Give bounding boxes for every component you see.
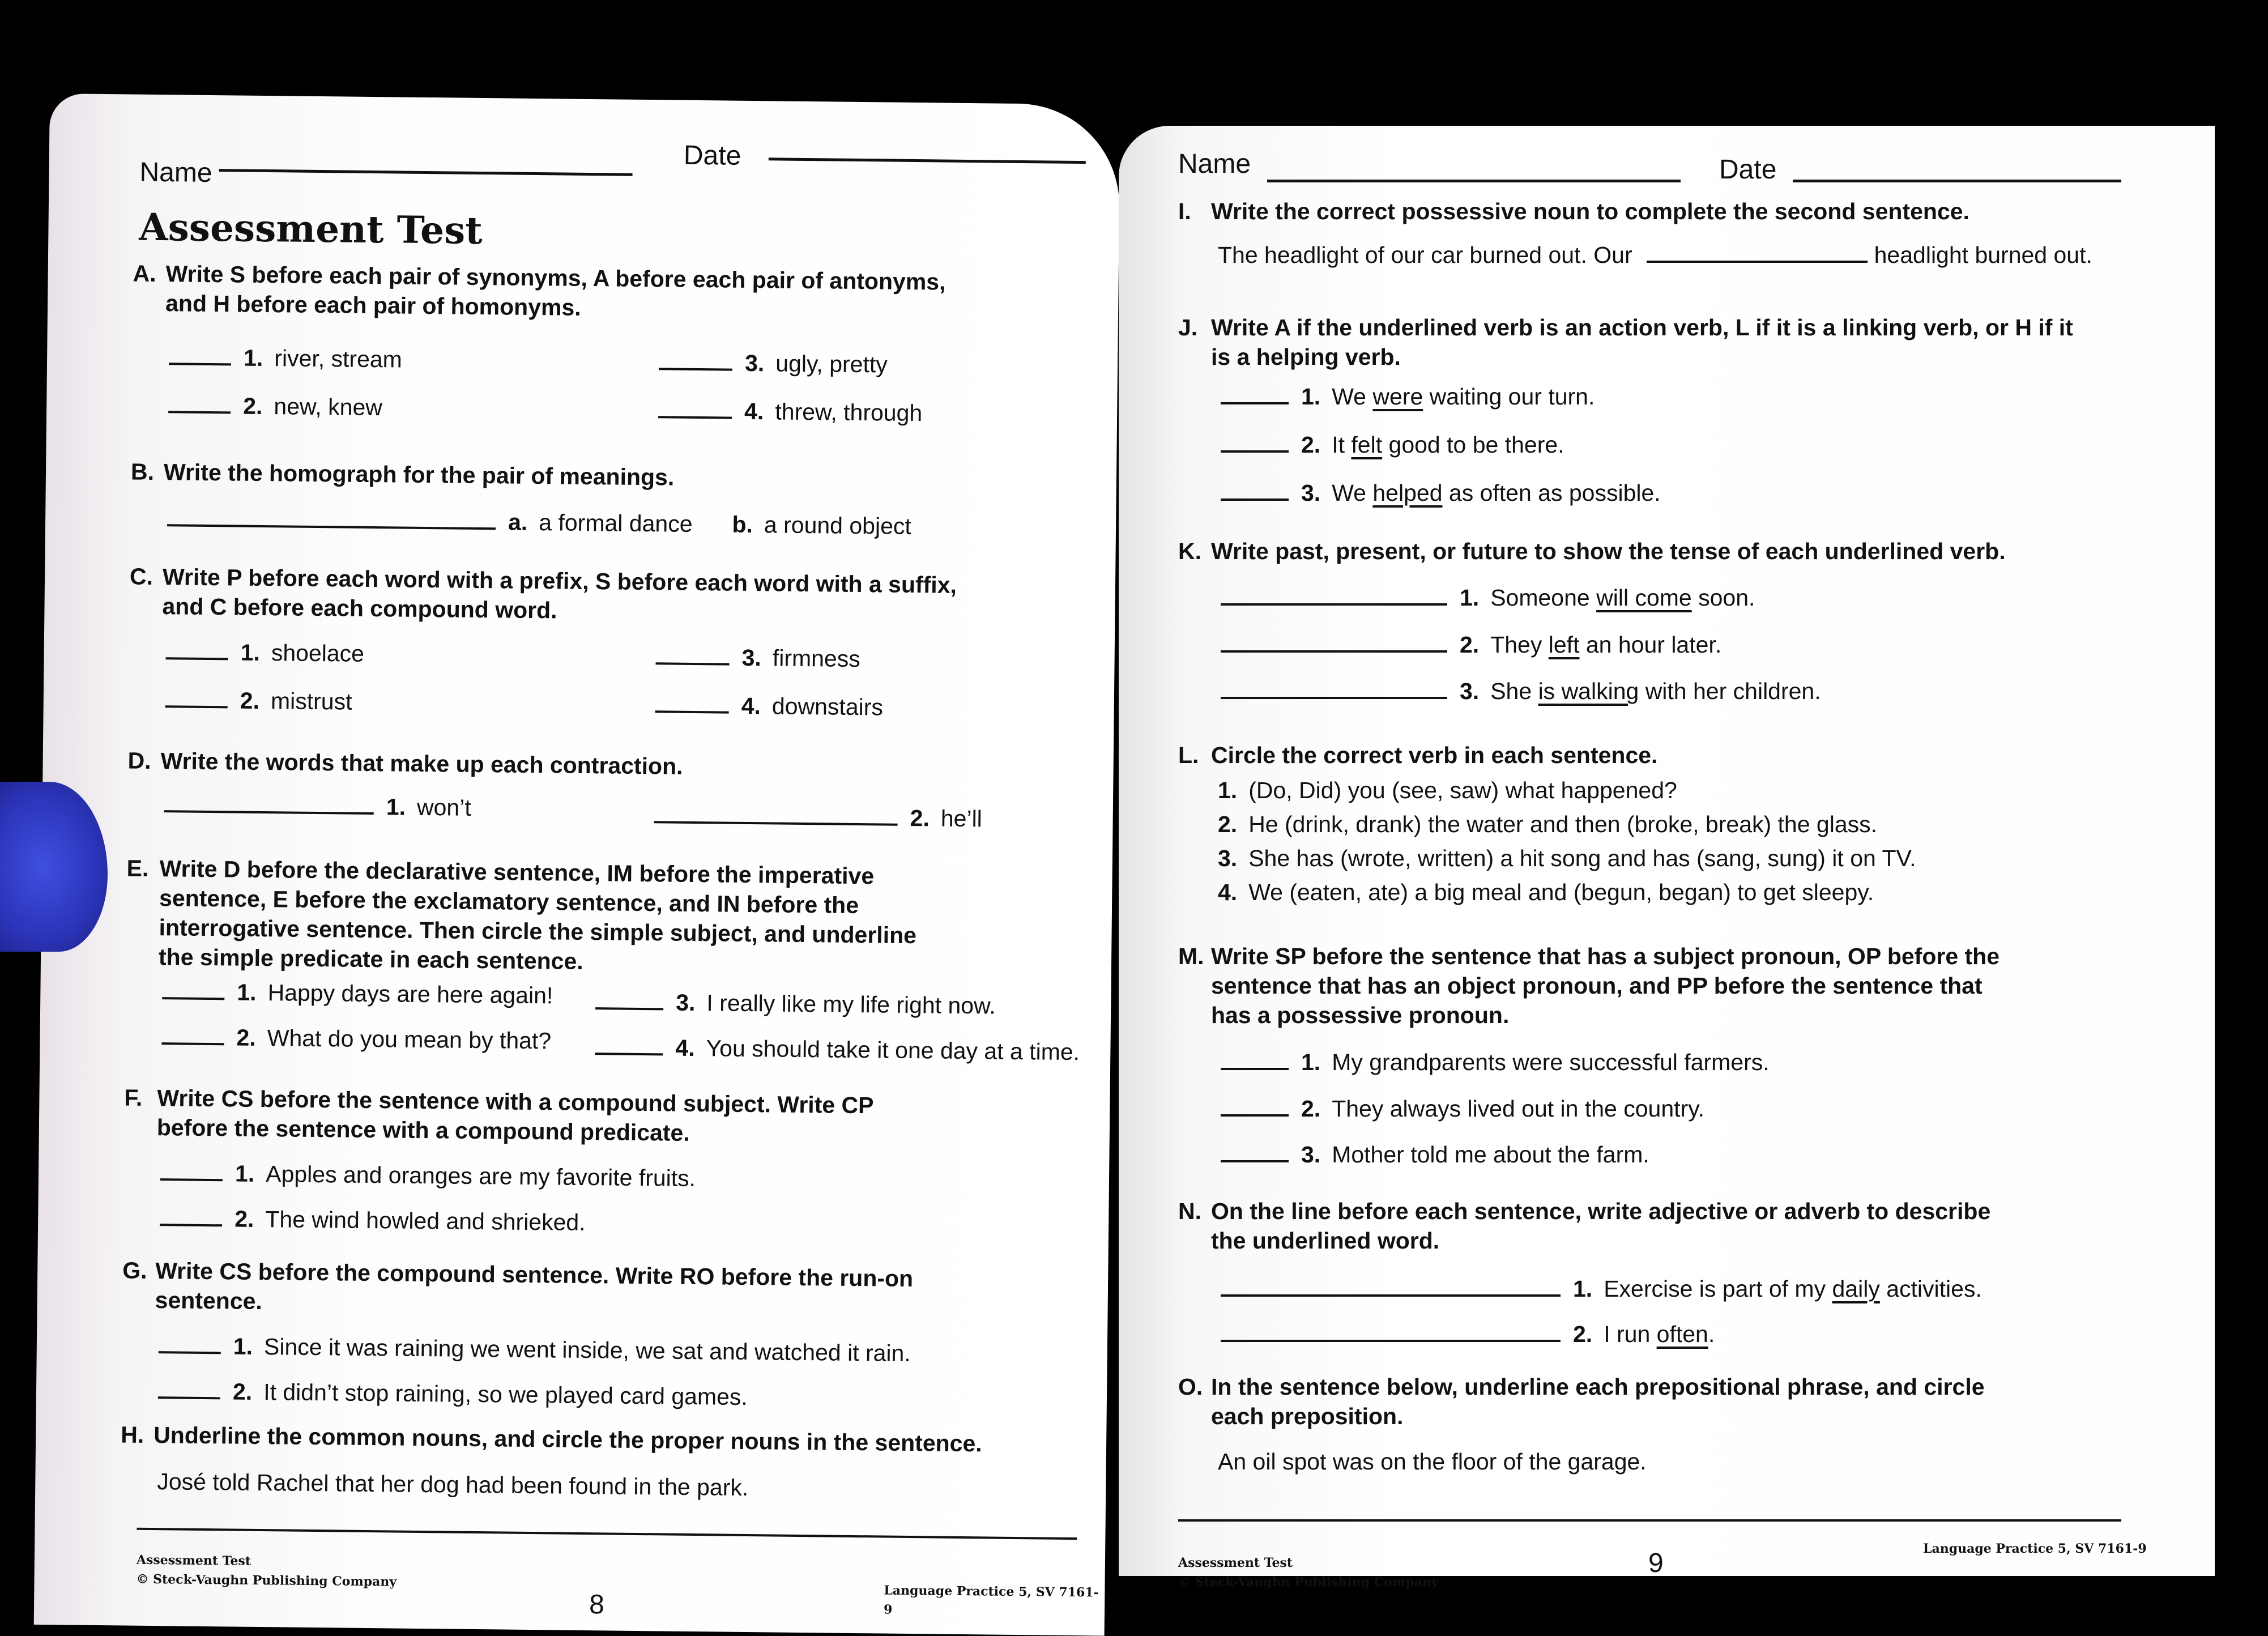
section-n: N. On the line before each sentence, write adjective or adverb to describe the underlined word.: [1178, 1198, 1991, 1254]
left-page: Name Date Assessment Test A. Write S before each pair of synonyms, A before each pair of antonyms, and H before each pair of homonyms. 1. river, stream 2. new, knew 3. ugly, pretty 4. threw, through B. Write the homograph for the pair of meanings. a. a formal dance b. a round object C. Write P before each word with a prefix, S before each word with a suffix, and C before each compound word. 1. shoelace 2. mistrust 3. firmness 4. downstairs D. Write the words that make up each contraction. 1. won’t 2. he’ll E. Write D before the declarative sentence, IM before the imperative sentence, E before the exclamatory sentence, and IN before the interrogative sentence. Then circle the simple subject, and underline the simple predicate in each sentence. 1. Happy days are here again! 2. What do you mean by that? 3. I really like my life right now. 4. You should take it one day at a time. F. Write CS before the sentence with a compound subject. Write CP before the sentence with a compound predicate. 1. Apples and oranges are my favorite fruits. 2. The wind howled and shrieked. G. Write CS before the compound sentence. Write RO before the run-on sentence. 1. Since it was raining we went inside, we sat and watched it rain. 2. It didn’t stop raining, so we played card games. H. Underline the common nouns, and circle the proper nouns in the sentence. José told Rachel that her dog had been found in the park. Assessment Test © Steck-Vaughn Publishing Company 8 Language Practice 5, SV 7161-9: [34, 93, 1120, 1636]
answer-blank[interactable]: [1221, 697, 1447, 699]
name-field[interactable]: [1267, 180, 1681, 182]
answer-blank[interactable]: [1221, 1340, 1561, 1342]
section-e: E. Write D before the declarative sentence, IM before the imperative sentence, E before the exclamatory sentence, and IN before the interrogative sentence. Then circle the simple subject, and underline the simple predicate in each sentence.: [126, 855, 917, 974]
footer-book: Language Practice 5, SV 7161-9: [883, 1583, 1099, 1617]
section-a: A. Write S before each pair of synonyms, A before each pair of antonyms, and H before each pair of homonyms.: [133, 259, 983, 327]
section-h: H. Underline the common nouns, and circle the proper nouns in the sentence.: [120, 1421, 982, 1457]
answer-blank[interactable]: [160, 1178, 223, 1181]
answer-blank[interactable]: [168, 411, 231, 414]
answer-blank[interactable]: [656, 662, 730, 665]
section-l: L. Circle the correct verb in each sentence.: [1178, 742, 1658, 768]
page-title: Assessment Test: [139, 204, 483, 253]
answer-blank[interactable]: [159, 1351, 221, 1354]
date-field[interactable]: [769, 157, 1086, 164]
footer-left: Assessment Test © Steck-Vaughn Publishing Company: [1178, 1556, 1439, 1590]
name-field[interactable]: [219, 169, 633, 176]
answer-blank[interactable]: [164, 810, 374, 815]
page-number: 8: [589, 1590, 605, 1620]
date-label: Date: [683, 140, 741, 171]
answer-blank[interactable]: [161, 1042, 224, 1045]
sentence-i: The headlight of our car burned out. Our headlight burned out.: [1218, 242, 2092, 268]
answer-blank[interactable]: [158, 1396, 220, 1399]
answer-blank[interactable]: [1221, 450, 1289, 453]
answer-blank[interactable]: [166, 657, 228, 660]
section-k: K. Write past, present, or future to show the tense of each underlined verb.: [1178, 538, 2006, 564]
instruction-a: Write S before each pair of synonyms, A before each pair of antonyms, and H before each pair of homonyms.: [165, 261, 946, 321]
section-i: I. Write the correct possessive noun to complete the second sentence.: [1178, 198, 1969, 224]
answer-blank[interactable]: [1221, 603, 1447, 606]
answer-blank[interactable]: [1221, 1068, 1289, 1070]
answer-blank[interactable]: [1221, 1294, 1561, 1297]
answer-blank[interactable]: [167, 524, 496, 530]
answer-blank[interactable]: [595, 1007, 663, 1010]
footer-left: Assessment Test © Steck-Vaughn Publishing Company: [136, 1552, 397, 1590]
section-g: G. Write CS before the compound sentence. Write RO before the run-on sentence.: [122, 1257, 914, 1315]
section-m: M. Write SP before the sentence that has a subject pronoun, OP before the sentence that has an object pronoun, and PP before the sentence that has a possessive pronoun.: [1178, 943, 2000, 1028]
sentence-o: An oil spot was on the floor of the garage.: [1218, 1448, 1647, 1475]
answer-blank[interactable]: [1221, 499, 1289, 501]
answer-blank[interactable]: [165, 705, 228, 708]
date-label: Date: [1719, 155, 1777, 185]
date-field[interactable]: [1793, 180, 2121, 182]
footer-rule: [137, 1528, 1077, 1540]
section-j: J. Write A if the underlined verb is an action verb, L if it is a linking verb, or H if it is a helping verb.: [1178, 314, 2073, 370]
answer-blank[interactable]: [1221, 1114, 1289, 1117]
answer-blank[interactable]: [595, 1053, 663, 1055]
answer-blank[interactable]: [1647, 261, 1868, 263]
answer-blank[interactable]: [658, 416, 732, 419]
name-label: Name: [139, 157, 212, 189]
footer-book: Language Practice 5, SV 7161-9: [1923, 1541, 2147, 1556]
page-number: 9: [1648, 1548, 1664, 1578]
section-f: F. Write CS before the sentence with a compound subject. Write CP before the sentence with a compound predicate.: [124, 1084, 874, 1146]
footer-rule: [1178, 1519, 2121, 1522]
answer-blank[interactable]: [655, 710, 729, 713]
answer-blank[interactable]: [654, 821, 898, 826]
name-label: Name: [1178, 149, 1251, 179]
answer-blank[interactable]: [1221, 402, 1289, 404]
sentence-h: José told Rachel that her dog had been found in the park.: [157, 1468, 749, 1501]
section-o: O. In the sentence below, underline each prepositional phrase, and circle each preposition.: [1178, 1374, 1985, 1429]
answer-blank[interactable]: [1221, 1160, 1289, 1162]
section-d: D. Write the words that make up each contraction.: [127, 747, 683, 779]
section-c: C. Write P before each word with a prefix, S before each word with a suffix, and C before each compound word.: [129, 563, 957, 624]
answer-blank[interactable]: [1221, 650, 1447, 653]
answer-blank[interactable]: [162, 997, 224, 1000]
answer-blank[interactable]: [169, 363, 231, 365]
answer-blank[interactable]: [160, 1224, 222, 1226]
answer-blank[interactable]: [659, 368, 732, 370]
section-b: B. Write the homograph for the pair of meanings.: [130, 458, 675, 491]
right-page: Name Date I. Write the correct possessive noun to complete the second sentence. The headlight of our car burned out. Our headlight burned out. J. Write A if the underlined verb is an action verb, L if it is a linking verb, or H if it is a helping verb. 1. We were waiting our turn. 2. It felt good to be there. 3. We helped as often as possible. K. Write past, present, or future to show the tense of each underlined verb. 1. Someone will come soon. 2. They left an hour later. 3. She is walking with her children. L. Circle the correct verb in each sentence. 1. (Do, Did) you (see, saw) what happened? 2. He (drink, drank) the water and then (broke, break) the glass. 3. She has (wrote, written) a hit song and has (sang, sung) it on TV. 4. We (eaten, ate) a big meal and (begun, began) to get sleepy. M. Write SP before the sentence that has a subject pronoun, OP before the sentence that has an object pronoun, and PP before the sentence that has a possessive pronoun. 1. My grandparents were successful farmers. 2. They always lived out in the country. 3. Mother told me about the farm. N. On the line before each sentence, write adjective or adverb to describe the underlined word. 1. Exercise is part of my daily activities. 2. I run often . O. In the sentence below, underline each prepositional phrase, and circle each preposition. An oil spot was on the floor of the garage. Assessment Test © Steck-Vaughn Publishing Company 9 Language Practice 5, SV 7161-9: [1119, 126, 2215, 1576]
